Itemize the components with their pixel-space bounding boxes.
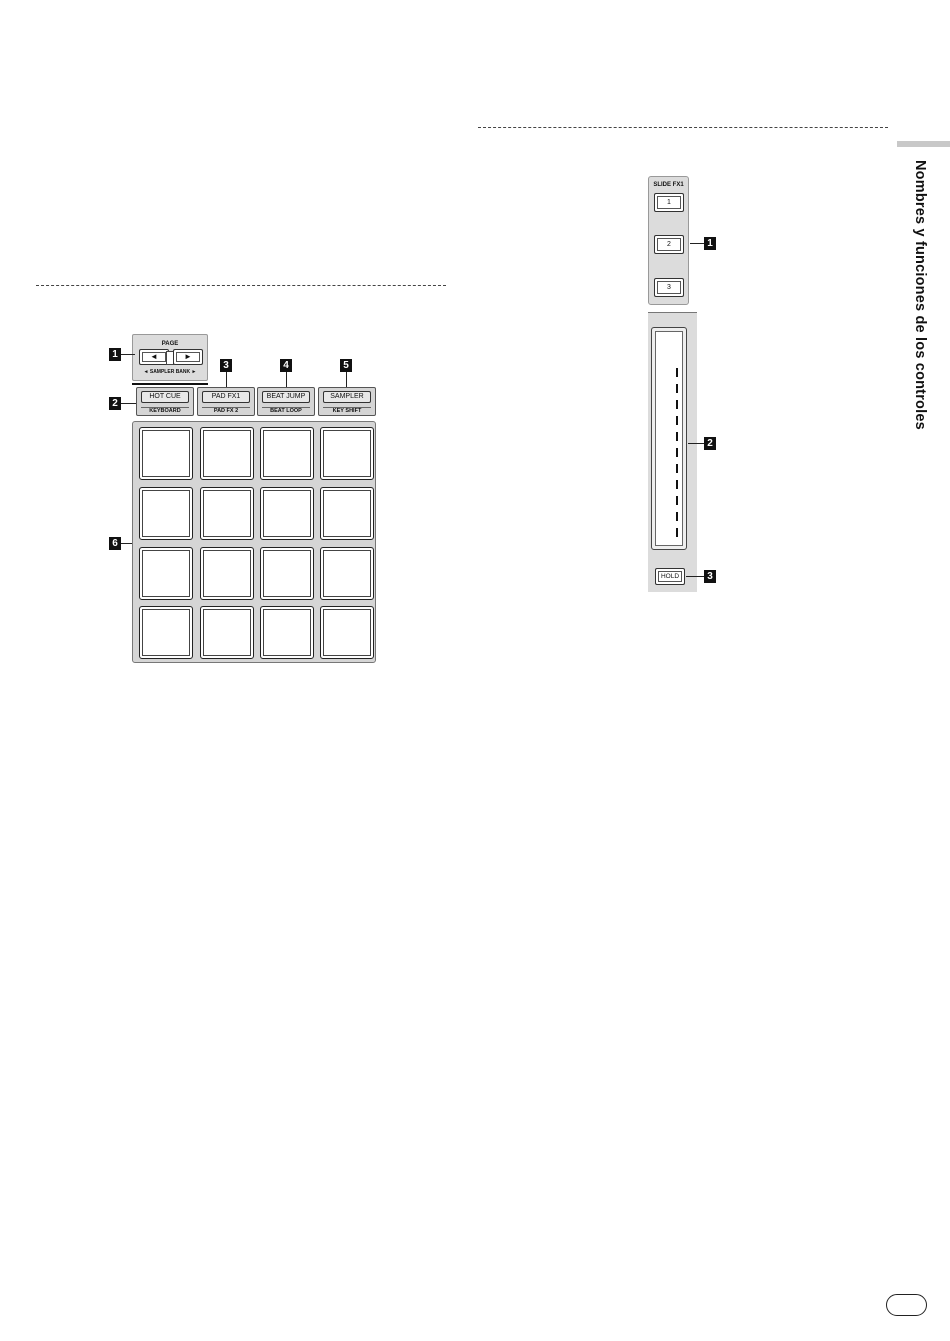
- pad[interactable]: [260, 487, 314, 540]
- callout-3: 3: [220, 359, 232, 372]
- page-left-button[interactable]: ◄: [139, 349, 169, 365]
- pad[interactable]: [260, 547, 314, 600]
- section-divider: [36, 285, 446, 286]
- fader-tick: [676, 448, 678, 457]
- pad[interactable]: [200, 606, 254, 659]
- pad[interactable]: [200, 547, 254, 600]
- fader-tick: [676, 496, 678, 505]
- slide-fx-label: SLIDE FX1: [653, 182, 684, 188]
- fader-tick: [676, 384, 678, 393]
- page-underline: [132, 383, 208, 385]
- fader-tick: [676, 368, 678, 377]
- callout-line: [346, 372, 347, 387]
- sampler-bank-label: ◄ SAMPLER BANK ►: [143, 369, 197, 375]
- pad[interactable]: [260, 606, 314, 659]
- key-shift-label: KEY SHIFT: [323, 407, 371, 414]
- fader-tick: [676, 416, 678, 425]
- pad[interactable]: [260, 427, 314, 480]
- callout-line: [690, 243, 704, 244]
- fader-tick: [676, 512, 678, 521]
- fader-tick: [676, 528, 678, 537]
- slide-fx-button-1[interactable]: 1: [654, 193, 684, 212]
- pad[interactable]: [200, 487, 254, 540]
- pad[interactable]: [139, 606, 193, 659]
- callout-line: [121, 354, 135, 355]
- pad-fx2-label: PAD FX 2: [202, 407, 250, 414]
- callout-line: [121, 403, 136, 404]
- fader-tick: [676, 480, 678, 489]
- pad[interactable]: [320, 487, 374, 540]
- fader-tick: [676, 400, 678, 409]
- pad-fx1-label: PAD FX1: [202, 391, 250, 403]
- hot-cue-button[interactable]: [136, 387, 194, 416]
- pad[interactable]: [139, 427, 193, 480]
- pad[interactable]: [200, 427, 254, 480]
- hold-button[interactable]: HOLD: [655, 568, 685, 585]
- callout-line: [686, 576, 704, 577]
- pad-fx1-button[interactable]: [197, 387, 255, 416]
- beat-loop-label: BEAT LOOP: [262, 407, 310, 414]
- page-label: PAGE: [161, 341, 179, 347]
- callout-5: 5: [340, 359, 352, 372]
- callout-r1: 1: [704, 237, 716, 250]
- fader-tick: [676, 464, 678, 473]
- pad[interactable]: [139, 547, 193, 600]
- fader-tick: [676, 432, 678, 441]
- pad[interactable]: [139, 487, 193, 540]
- pad[interactable]: [320, 606, 374, 659]
- slide-fx-button-2[interactable]: 2: [654, 235, 684, 254]
- hot-cue-label: HOT CUE: [141, 391, 189, 403]
- callout-r3: 3: [704, 570, 716, 583]
- pad[interactable]: [320, 427, 374, 480]
- side-tab-bar: [897, 141, 950, 147]
- sampler-label: SAMPLER: [323, 391, 371, 403]
- pad[interactable]: [320, 547, 374, 600]
- callout-line: [226, 372, 227, 387]
- callout-6: 6: [109, 537, 121, 550]
- page-number-tab: [886, 1294, 927, 1316]
- beat-jump-label: BEAT JUMP: [262, 391, 310, 403]
- callout-r2: 2: [704, 437, 716, 450]
- callout-1: 1: [109, 348, 121, 361]
- sampler-button[interactable]: [318, 387, 376, 416]
- callout-4: 4: [280, 359, 292, 372]
- beat-jump-button[interactable]: [257, 387, 315, 416]
- slide-fx-button-3[interactable]: 3: [654, 278, 684, 297]
- performance-pad-grid: [132, 421, 376, 663]
- callout-line: [121, 543, 132, 544]
- keyboard-label: KEYBOARD: [141, 407, 189, 414]
- callout-2: 2: [109, 397, 121, 410]
- fx-level-fader[interactable]: [651, 327, 687, 550]
- page-right-button[interactable]: ►: [173, 349, 203, 365]
- section-divider: [478, 127, 888, 128]
- side-section-title: Nombres y funciones de los controles: [912, 160, 928, 430]
- callout-line: [688, 443, 704, 444]
- callout-line: [286, 372, 287, 387]
